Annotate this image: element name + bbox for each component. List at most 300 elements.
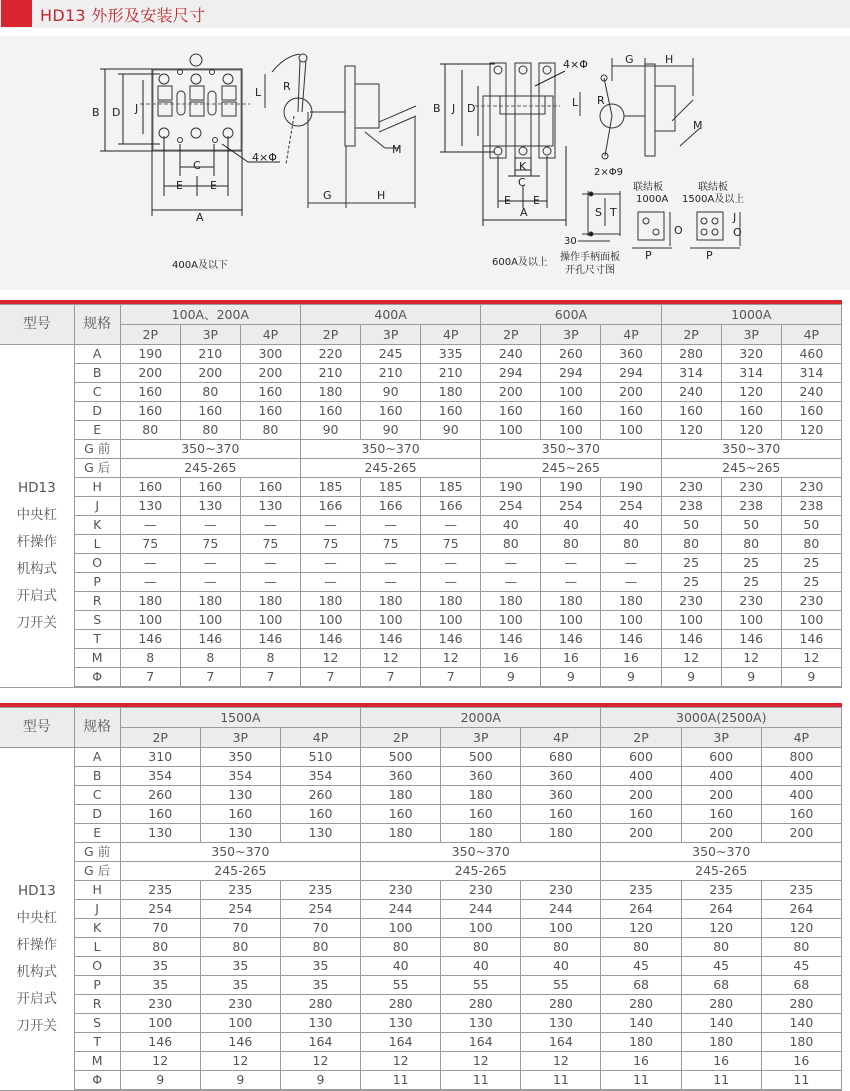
pole-header: 3P (200, 728, 280, 748)
value-cell: 130 (180, 497, 240, 516)
value-cell: 146 (721, 630, 781, 649)
value-cell: 164 (521, 1033, 601, 1052)
value-cell: — (240, 573, 300, 592)
value-cell: 80 (721, 535, 781, 554)
value-cell: 100 (541, 421, 601, 440)
value-cell: 11 (361, 1071, 441, 1090)
value-cell: 50 (721, 516, 781, 535)
value-cell: 25 (781, 554, 841, 573)
value-cell: 35 (280, 957, 360, 976)
value-cell: — (421, 554, 481, 573)
value-cell: 9 (721, 668, 781, 687)
value-cell: 235 (681, 881, 761, 900)
pole-header: 3P (441, 728, 521, 748)
dim-label-m: M (693, 119, 703, 132)
value-cell: 240 (661, 383, 721, 402)
value-cell: 80 (120, 938, 200, 957)
value-cell: 185 (361, 478, 421, 497)
spec-header: 规格 (74, 708, 120, 748)
spec-label-cell: S (74, 1014, 120, 1033)
spec-label-cell: S (74, 611, 120, 630)
pole-header: 2P (361, 728, 441, 748)
value-cell: 100 (541, 383, 601, 402)
value-cell: 9 (200, 1071, 280, 1090)
value-cell: 160 (481, 402, 541, 421)
value-cell: 80 (200, 938, 280, 957)
spec-label-cell: L (74, 938, 120, 957)
spec-label-cell: E (74, 421, 120, 440)
table-row (0, 843, 842, 862)
value-cell: 35 (120, 976, 200, 995)
dim-label-t: T (610, 206, 617, 219)
value-cell: 160 (120, 478, 180, 497)
value-cell: 70 (200, 919, 280, 938)
value-cell: 80 (761, 938, 841, 957)
value-cell: 45 (681, 957, 761, 976)
group-header: 1000A (661, 305, 841, 325)
value-cell: 25 (661, 573, 721, 592)
value-cell: 80 (521, 938, 601, 957)
left-lever-view (265, 54, 416, 208)
value-cell: 354 (280, 767, 360, 786)
value-cell: 11 (761, 1071, 841, 1090)
value-cell: 200 (120, 364, 180, 383)
value-cell: 160 (541, 402, 601, 421)
value-cell: 75 (120, 535, 180, 554)
value-cell: 80 (180, 383, 240, 402)
pole-header: 4P (421, 325, 481, 345)
value-cell: — (240, 554, 300, 573)
merged-value-cell: 350~370 (120, 843, 360, 862)
group-header: 2000A (361, 708, 601, 728)
value-cell: 180 (441, 824, 521, 843)
value-cell: 45 (761, 957, 841, 976)
value-cell: 40 (361, 957, 441, 976)
model-name-line: HD13 (17, 479, 56, 496)
value-cell: 80 (481, 535, 541, 554)
value-cell: 75 (240, 535, 300, 554)
value-cell: 260 (280, 786, 360, 805)
dimension-drawings (0, 36, 850, 290)
value-cell: 166 (361, 497, 421, 516)
spec-label-cell: D (74, 402, 120, 421)
value-cell: 75 (421, 535, 481, 554)
value-cell: 160 (240, 383, 300, 402)
value-cell: 280 (661, 345, 721, 364)
value-cell: 230 (721, 478, 781, 497)
value-cell: — (300, 516, 360, 535)
spec-label-cell: P (74, 976, 120, 995)
dim-label-b: B (92, 106, 100, 119)
dim-label-l: L (572, 96, 579, 109)
value-cell: 130 (521, 1014, 601, 1033)
model-name-line: 刀开关 (16, 614, 58, 631)
model-name-line: 开启式 (16, 990, 58, 1007)
value-cell: 160 (180, 478, 240, 497)
spec-table-1 (0, 300, 842, 688)
spec-label-cell: C (74, 383, 120, 402)
group-header: 3000A(2500A) (601, 708, 842, 728)
value-cell: 80 (601, 938, 681, 957)
value-cell: 264 (601, 900, 681, 919)
value-cell: 146 (200, 1033, 280, 1052)
value-cell: 12 (200, 1052, 280, 1071)
value-cell: 146 (661, 630, 721, 649)
value-cell: 40 (441, 957, 521, 976)
value-cell: 238 (781, 497, 841, 516)
value-cell: 245 (361, 345, 421, 364)
value-cell: 7 (421, 668, 481, 687)
value-cell: — (421, 573, 481, 592)
value-cell: — (300, 573, 360, 592)
value-cell: 160 (120, 402, 180, 421)
value-cell: 120 (781, 421, 841, 440)
value-cell: 9 (601, 668, 661, 687)
value-cell: 80 (120, 421, 180, 440)
value-cell: 40 (481, 516, 541, 535)
value-cell: 146 (481, 630, 541, 649)
value-cell: 7 (361, 668, 421, 687)
value-cell: 12 (781, 649, 841, 668)
table-row (0, 805, 842, 824)
dim-label-j: J (135, 102, 139, 115)
value-cell: 280 (681, 995, 761, 1014)
model-name-line: 开启式 (16, 587, 58, 604)
dim-label-d: D (112, 106, 121, 119)
spec-label-cell: E (74, 824, 120, 843)
value-cell: 12 (300, 649, 360, 668)
value-cell: — (361, 516, 421, 535)
table-row (0, 1052, 842, 1071)
offset-label: 30 (564, 236, 577, 247)
group-header: 400A (300, 305, 480, 325)
value-cell: 400 (601, 767, 681, 786)
value-cell: — (180, 573, 240, 592)
model-name-line: 机构式 (16, 963, 58, 980)
value-cell: 7 (120, 668, 180, 687)
model-header: 型号 (0, 708, 74, 748)
spec-label-cell: B (74, 767, 120, 786)
value-cell: 160 (180, 402, 240, 421)
value-cell: 100 (481, 611, 541, 630)
value-cell: 200 (601, 786, 681, 805)
value-cell: 500 (361, 748, 441, 767)
table-row (0, 611, 842, 630)
value-cell: 16 (481, 649, 541, 668)
value-cell: 180 (240, 592, 300, 611)
spec-label-cell: J (74, 497, 120, 516)
value-cell: 500 (441, 748, 521, 767)
value-cell: 510 (280, 748, 360, 767)
right-front-view (475, 63, 560, 158)
pole-header: 4P (781, 325, 841, 345)
value-cell: 40 (541, 516, 601, 535)
value-cell: 220 (300, 345, 360, 364)
value-cell: 185 (300, 478, 360, 497)
value-cell: 12 (661, 649, 721, 668)
value-cell: 230 (521, 881, 601, 900)
table-row (0, 824, 842, 843)
dim-label-4phi: 4×Φ (563, 58, 588, 71)
dim-label-e: E (533, 194, 540, 207)
value-cell: — (481, 554, 541, 573)
spec-table-2 (0, 703, 842, 1091)
poles-header-row (0, 325, 842, 345)
right-dimensions (440, 64, 566, 226)
value-cell: 180 (761, 1033, 841, 1052)
value-cell: 100 (721, 611, 781, 630)
spec-label-cell: D (74, 805, 120, 824)
pole-header: 2P (601, 728, 681, 748)
value-cell: 185 (421, 478, 481, 497)
value-cell: 9 (781, 668, 841, 687)
dim-label-r: R (283, 80, 291, 93)
value-cell: 11 (601, 1071, 681, 1090)
value-cell: 360 (521, 786, 601, 805)
left-front-view (140, 54, 250, 151)
value-cell: 200 (601, 383, 661, 402)
value-cell: 190 (541, 478, 601, 497)
value-cell: 160 (441, 805, 521, 824)
value-cell: 68 (601, 976, 681, 995)
value-cell: 8 (180, 649, 240, 668)
value-cell: 320 (721, 345, 781, 364)
value-cell: 235 (120, 881, 200, 900)
value-cell: 35 (120, 957, 200, 976)
merged-value-cell: 350~370 (120, 440, 300, 459)
value-cell: 200 (481, 383, 541, 402)
value-cell: 12 (421, 649, 481, 668)
value-cell: 254 (120, 900, 200, 919)
value-cell: 800 (761, 748, 841, 767)
spec-label-cell: G 前 (74, 440, 120, 459)
value-cell: 180 (421, 383, 481, 402)
value-cell: — (361, 554, 421, 573)
value-cell: 12 (521, 1052, 601, 1071)
value-cell: 9 (120, 1071, 200, 1090)
value-cell: 160 (721, 402, 781, 421)
table-row (0, 383, 842, 402)
value-cell: — (361, 573, 421, 592)
value-cell: 90 (300, 421, 360, 440)
value-cell: 294 (481, 364, 541, 383)
spec-label-cell: Φ (74, 1071, 120, 1090)
table-row (0, 364, 842, 383)
spec-label-cell: G 后 (74, 459, 120, 478)
value-cell: 260 (541, 345, 601, 364)
spec-label-cell: C (74, 786, 120, 805)
value-cell: 70 (120, 919, 200, 938)
value-cell: 146 (120, 1033, 200, 1052)
value-cell: 80 (180, 421, 240, 440)
value-cell: 160 (240, 402, 300, 421)
value-cell: 230 (661, 478, 721, 497)
value-cell: 146 (240, 630, 300, 649)
value-cell: 130 (280, 1014, 360, 1033)
value-cell: — (120, 554, 180, 573)
value-cell: 100 (120, 611, 180, 630)
value-cell: 680 (521, 748, 601, 767)
value-cell: 100 (361, 919, 441, 938)
value-cell: 12 (280, 1052, 360, 1071)
table-bottom-rule (0, 687, 842, 688)
pole-header: 3P (361, 325, 421, 345)
spec-label-cell: H (74, 881, 120, 900)
value-cell: 264 (761, 900, 841, 919)
table-row (0, 421, 842, 440)
dim-label-h: H (377, 189, 386, 202)
value-cell: 100 (180, 611, 240, 630)
merged-value-cell: 350~370 (361, 843, 601, 862)
value-cell: 130 (120, 497, 180, 516)
value-cell: 230 (361, 881, 441, 900)
value-cell: 160 (120, 805, 200, 824)
dim-label-c: C (518, 176, 526, 189)
value-cell: 140 (761, 1014, 841, 1033)
spec-label-cell: T (74, 1033, 120, 1052)
value-cell: 164 (441, 1033, 521, 1052)
table-row (0, 345, 842, 364)
pole-header: 4P (761, 728, 841, 748)
value-cell: 100 (601, 421, 661, 440)
pole-header: 4P (240, 325, 300, 345)
value-cell: 45 (601, 957, 681, 976)
value-cell: 400 (761, 786, 841, 805)
model-name-line: 杆操作 (16, 533, 58, 550)
value-cell: — (601, 554, 661, 573)
value-cell: 130 (240, 497, 300, 516)
value-cell: 75 (300, 535, 360, 554)
value-cell: 164 (361, 1033, 441, 1052)
pole-header: 4P (601, 325, 661, 345)
spec-label-cell: Φ (74, 668, 120, 687)
model-name-cell (0, 748, 74, 1090)
merged-value-cell: 245-265 (300, 459, 480, 478)
value-cell: 80 (681, 938, 761, 957)
value-cell: 180 (441, 786, 521, 805)
right-drawing-caption: 600A及以上 (492, 257, 548, 268)
value-cell: 200 (761, 824, 841, 843)
value-cell: 80 (361, 938, 441, 957)
value-cell: 80 (240, 421, 300, 440)
spec-label-cell: L (74, 535, 120, 554)
value-cell: 146 (541, 630, 601, 649)
value-cell: 100 (421, 611, 481, 630)
spec-label-cell: B (74, 364, 120, 383)
value-cell: 8 (240, 649, 300, 668)
value-cell: 180 (521, 824, 601, 843)
value-cell: 244 (361, 900, 441, 919)
value-cell: — (421, 516, 481, 535)
value-cell: 210 (300, 364, 360, 383)
value-cell: 7 (180, 668, 240, 687)
value-cell: 35 (280, 976, 360, 995)
value-cell: 7 (300, 668, 360, 687)
value-cell: 230 (781, 478, 841, 497)
value-cell: 240 (781, 383, 841, 402)
value-cell: 180 (481, 592, 541, 611)
pole-header: 2P (661, 325, 721, 345)
value-cell: 100 (781, 611, 841, 630)
model-name-cell (0, 345, 74, 687)
value-cell: 280 (280, 995, 360, 1014)
dim-label-r: R (597, 94, 605, 107)
value-cell: 160 (240, 478, 300, 497)
value-cell: 238 (661, 497, 721, 516)
value-cell: — (481, 573, 541, 592)
value-cell: 160 (200, 805, 280, 824)
value-cell: — (300, 554, 360, 573)
link-plate-1500-title: 联结板 (698, 182, 728, 193)
value-cell: 40 (521, 957, 601, 976)
pole-header: 3P (721, 325, 781, 345)
dim-label-j: J (452, 102, 456, 115)
value-cell: 254 (280, 900, 360, 919)
table-row (0, 630, 842, 649)
value-cell: 244 (441, 900, 521, 919)
value-cell: 160 (361, 805, 441, 824)
dim-label-m: M (392, 143, 402, 156)
pole-header: 2P (300, 325, 360, 345)
value-cell: — (541, 573, 601, 592)
value-cell: 180 (421, 592, 481, 611)
section-title: HD13 外形及安装尺寸 (40, 6, 206, 25)
value-cell: 254 (481, 497, 541, 516)
right-lever-view (580, 58, 700, 159)
merged-value-cell: 245~265 (481, 459, 661, 478)
merged-value-cell: 350~370 (601, 843, 842, 862)
value-cell: 100 (361, 611, 421, 630)
value-cell: 230 (120, 995, 200, 1014)
value-cell: 90 (421, 421, 481, 440)
table-row (0, 957, 842, 976)
value-cell: — (180, 554, 240, 573)
merged-value-cell: 245-265 (361, 862, 601, 881)
value-cell: 120 (601, 919, 681, 938)
spec-label-cell: K (74, 516, 120, 535)
dim-label-e: E (210, 179, 217, 192)
table-row (0, 516, 842, 535)
dimensions-table-1500a-3000a (0, 707, 842, 1090)
value-cell: 190 (120, 345, 180, 364)
value-cell: 50 (661, 516, 721, 535)
value-cell: 16 (601, 1052, 681, 1071)
value-cell: 166 (300, 497, 360, 516)
value-cell: 264 (681, 900, 761, 919)
value-cell: 180 (361, 786, 441, 805)
value-cell: 130 (200, 786, 280, 805)
table-row (0, 649, 842, 668)
value-cell: 100 (300, 611, 360, 630)
dim-label-4phi: 4×Φ (252, 151, 277, 164)
value-cell: 25 (721, 554, 781, 573)
value-cell: 25 (661, 554, 721, 573)
value-cell: 146 (120, 630, 180, 649)
value-cell: 200 (601, 824, 681, 843)
value-cell: 130 (120, 824, 200, 843)
value-cell: 100 (441, 919, 521, 938)
merged-value-cell: 350~370 (300, 440, 480, 459)
value-cell: 160 (781, 402, 841, 421)
dim-label-c: C (193, 159, 201, 172)
value-cell: 190 (601, 478, 661, 497)
dim-label-k: K (519, 160, 527, 173)
value-cell: 235 (200, 881, 280, 900)
value-cell: 90 (361, 421, 421, 440)
value-cell: 180 (361, 592, 421, 611)
value-cell: 230 (661, 592, 721, 611)
value-cell: 180 (601, 1033, 681, 1052)
